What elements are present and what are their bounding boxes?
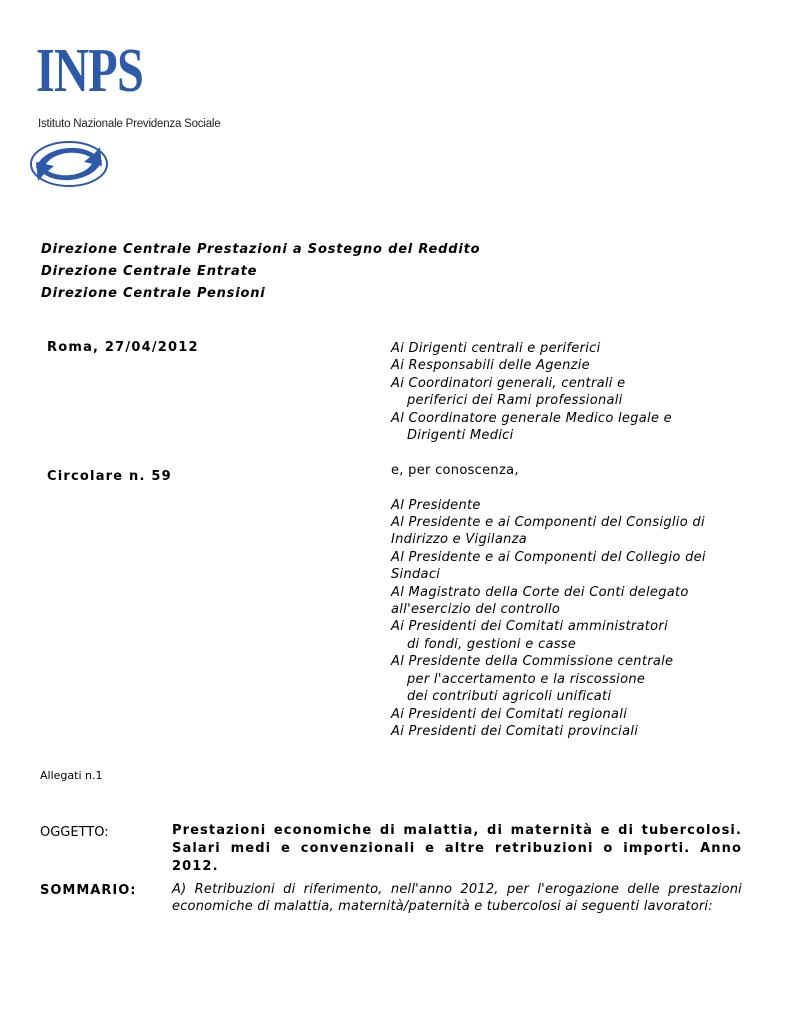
recipient-line: Ai Coordinatori generali, centrali e	[391, 375, 626, 391]
recipient-line: Dirigenti Medici	[407, 428, 514, 444]
recipients-list	[391, 340, 761, 740]
recipient-line: Ai Presidenti dei Comitati amministratori	[391, 619, 668, 635]
recipient-line: Ai Presidenti dei Comitati regionali	[391, 706, 628, 722]
recipient-line: periferici dei Rami professionali	[407, 393, 623, 409]
recipient-line: Ai Responsabili delle Agenzie	[391, 358, 590, 374]
recipient-line: Ai Dirigenti centrali e periferici	[391, 341, 601, 356]
recipient-line: Al Presidente e ai Componenti del Consiglio di	[391, 515, 705, 531]
direction-line: Direzione Centrale Entrate	[41, 264, 258, 279]
recipient-line: Al Presidente e ai Componenti del Collegio dei	[391, 549, 706, 565]
cc-heading: e, per conoscenza,	[391, 462, 519, 478]
direction-line: Direzione Centrale Prestazioni a Sostegno del Reddito	[41, 242, 481, 257]
recipient-line: Indirizzo e Vigilanza	[391, 532, 528, 548]
inps-logo-subtitle: Istituto Nazionale Previdenza Sociale	[38, 118, 221, 130]
recipient-line: Al Presidente	[391, 497, 481, 513]
directions-block	[41, 239, 480, 305]
recipient-line: Sindaci	[391, 567, 441, 583]
inps-logo-wordmark: INPS	[36, 37, 144, 105]
summary-text: A) Retribuzioni di riferimento, nell'anno 2012, per l'erogazione delle prestazioni economiche di malattia, maternità/paternità e tubercolosi ai seguenti lavoratori:	[172, 882, 742, 914]
inps-arrows-icon	[28, 138, 110, 190]
recipient-line: di fondi, gestioni e casse	[407, 636, 577, 652]
recipient-line: Al Presidente della Commissione centrale	[391, 654, 674, 670]
subject-label: OGGETTO:	[40, 825, 109, 840]
spacer	[391, 479, 761, 496]
recipient-line: per l'accertamento e la riscossione	[407, 671, 646, 687]
recipient-line: Ai Presidenti dei Comitati provinciali	[391, 723, 639, 739]
summary-label: SOMMARIO:	[40, 883, 137, 898]
recipient-line: dei contributi agricoli unificati	[407, 689, 612, 705]
circolare-number: Circolare n. 59	[47, 469, 172, 484]
recipient-line: Al Coordinatore generale Medico legale e	[391, 410, 672, 426]
recipient-line: Al Magistrato della Corte dei Conti delegato	[391, 584, 689, 600]
date-line: Roma, 27/04/2012	[47, 340, 199, 355]
subject-text: Prestazioni economiche di malattia, di maternità e di tubercolosi. Salari medi e convenzionali e altre retribuzioni o importi. Anno 2012.	[172, 823, 742, 874]
direction-line: Direzione Centrale Pensioni	[41, 286, 266, 301]
attachments-note: Allegati n.1	[40, 769, 103, 782]
recipient-line: all'esercizio del controllo	[391, 602, 561, 618]
spacer	[391, 444, 761, 461]
